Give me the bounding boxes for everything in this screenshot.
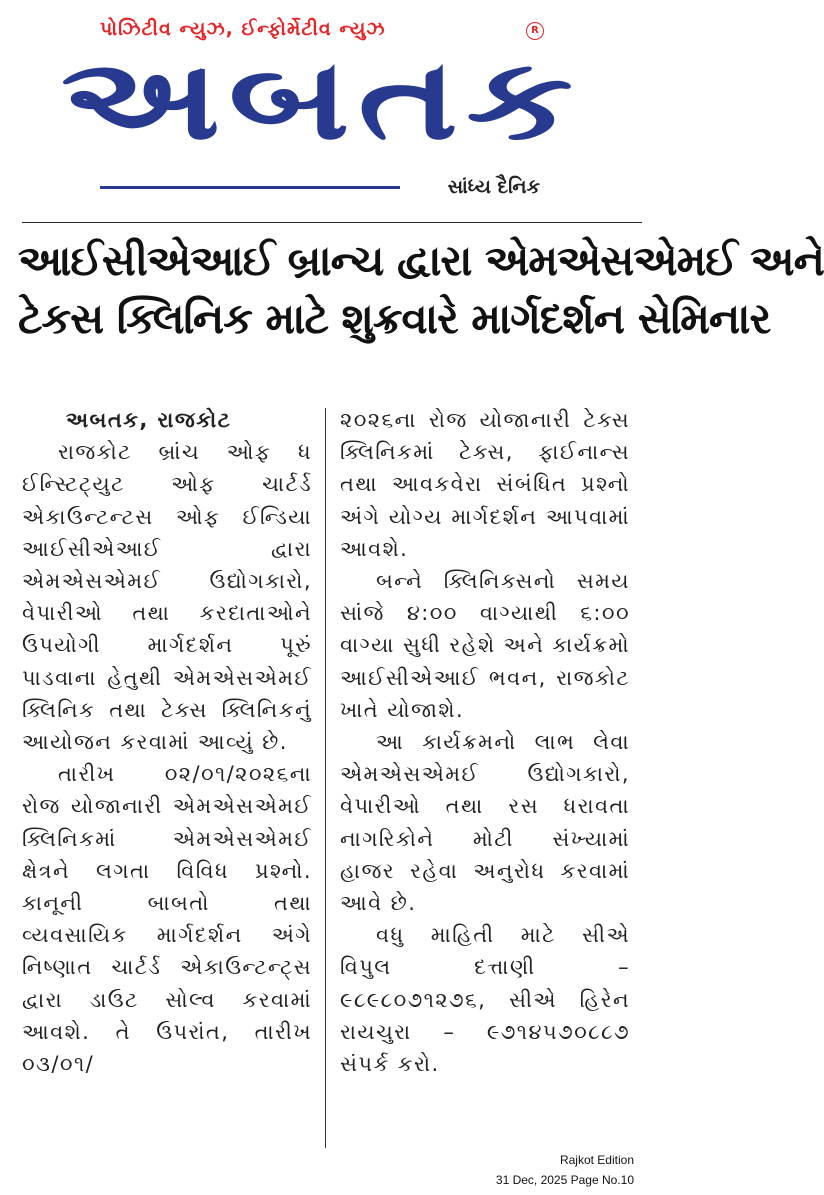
registered-mark-icon: R (526, 22, 544, 40)
column-divider (325, 408, 326, 1148)
subtitle-rule (100, 186, 400, 189)
newspaper-logo: અબતક (60, 35, 582, 165)
dateline: અબતક, રાજકોટ (66, 408, 232, 432)
headline-line-2: ટેકસ ક્લિનિક માટે શુક્રવારે માર્ગદર્શન સેમિનાર (18, 294, 771, 343)
paragraph-4: બન્ને ક્લિનિક્સનો સમય સાંજે ૪:૦૦ વાગ્યાથી ૬:૦૦ વાગ્યા સુધી રહેશે અને કાર્યક્રમો આઈસીએઆઈ ભવન, રાજકોટ ખાતે યોજાશે. (340, 569, 630, 722)
paragraph-1: રાજકોટ બ્રાંચ ઓફ ધ ઈન્સ્ટિટ્યુટ ઓફ ચાર્ટર્ડ એકાઉન્ટન્ટસ ઓફ ઈન્ડિયા આઈસીએઆઈ દ્વારા એમએસએમઈ ઉદ્યોગકારો, વેપારીઓ તથા કરદાતાઓને ઉપયોગી માર્ગદર્શન પૂરું પાડવાના હેતુથી એમએસએમઈ ક્લિનિક તથા ટેક્સ ક્લિનિકનું આયોજન કરવામાં આવ્યું છે. (22, 440, 312, 755)
paragraph-5: આ કાર્યક્રમનો લાભ લેવા એમએસએમઈ ઉદ્યોગકારો, વેપારીઓ તથા રસ ધરાવતા નાગરિકોને મોટી સંખ્યામાં હાજર રહેવા અનુરોધ કરવામાં આવે છે. (340, 730, 630, 916)
paragraph-3: ૨૦૨૬ના રોજ યોજાનારી ટેક્સ ક્લિનિકમાં ટેક્સ, ફાઈનાન્સ તથા આવકવેરા સંબંધિત પ્રશ્નો અંગે યોગ્ય માર્ગદર્શન આપવામાં આવશે. (340, 408, 630, 561)
masthead-divider (22, 222, 642, 223)
paragraph-6: વધુ માહિતી માટે સીએ વિપુલ દત્તાણી – ૯૮૯૮૦૭૧૨૭૬, સીએ હિરેન રાયચુરા – ૯૭૧૪૫૭૦૮૮૭ સંપર્ક કરો. (340, 923, 630, 1077)
headline-line-1: આઈસીએઆઈ બ્રાન્ચ દ્વારા એમએસએમઈ અને (18, 236, 824, 285)
newspaper-subtitle: સાંધ્ય દૈનિક (447, 176, 540, 198)
edition-date-page: 31 Dec, 2025 Page No.10 (495, 1173, 634, 1187)
edition-name: Rajkot Edition (559, 1153, 634, 1167)
edition-info (484, 1150, 634, 1190)
article-headline (18, 232, 824, 348)
tagline: પોઝિટીવ ન્યુઝ, ઈન્ફોર્મેટીવ ન્યુઝ (100, 18, 386, 40)
article-column-left (22, 404, 312, 1080)
article-column-right (340, 404, 630, 1080)
masthead (0, 0, 646, 205)
paragraph-2: તારીખ ૦૨/૦૧/૨૦૨૬ના રોજ યોજાનારી એમએસએમઈ ક્લિનિકમાં એમએસએમઈ ક્ષેત્રને લગતા વિવિધ પ્રશ્નો. કાનૂની બાબતો તથા વ્યવસાયિક માર્ગદર્શન અંગે નિષ્ણાત ચાર્ટર્ડ એકાઉન્ટન્ટ્સ દ્વારા ડાઉટ સોલ્વ કરવામાં આવશે. તે ઉપરાંત, તારીખ ૦૩/૦૧/ (22, 762, 312, 1077)
